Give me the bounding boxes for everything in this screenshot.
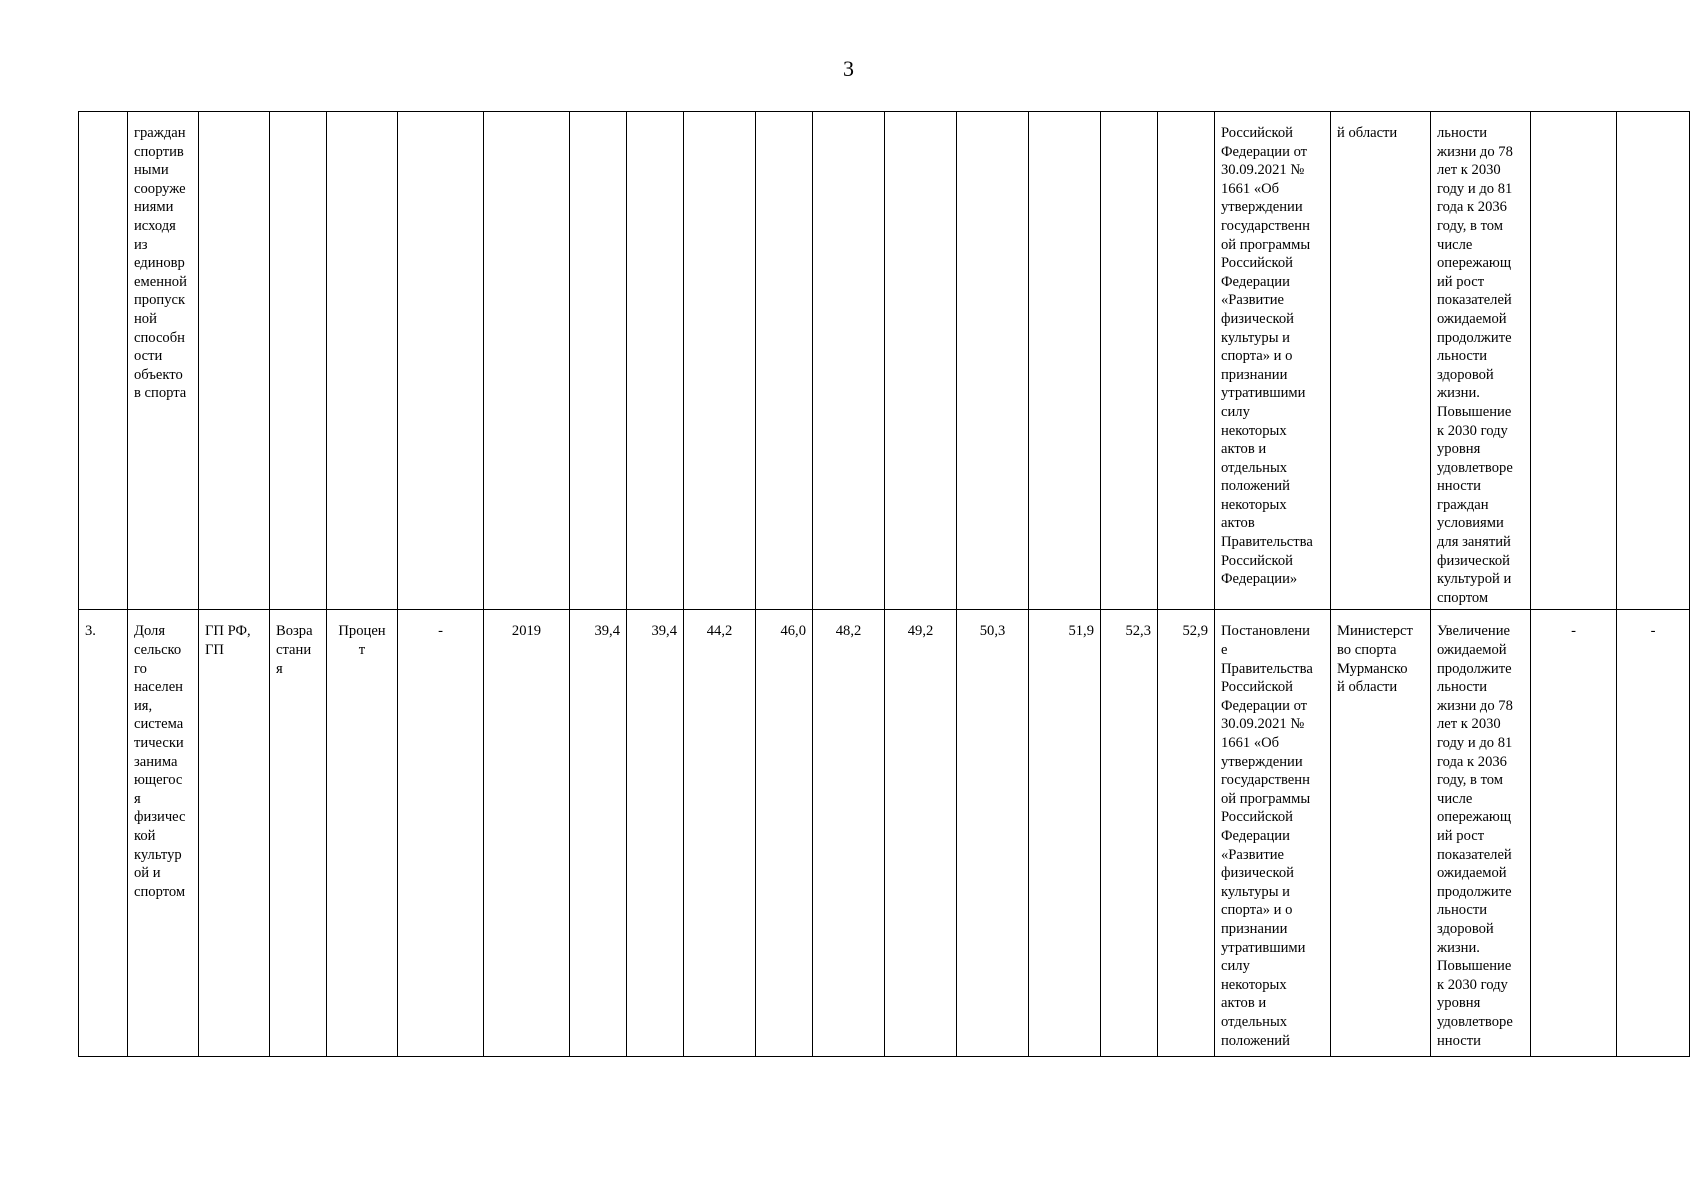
page-number: 3 [843,56,854,81]
value-cell [684,112,756,610]
base-year: 2019 [484,610,570,1057]
value-cell: 50,3 [957,610,1029,1057]
linked-goal: Увеличение ожидаемой продолжите льности жизни до 78 лет к 2030 году и до 81 года к 2036 году, в том числе опережающ ий рост показателей ожидаемой продолжите льности здоровой жизни. Повышение к 2030 году уровня удовлетворе нности [1431,610,1531,1057]
extra-cell: - [1617,610,1690,1057]
extra-cell: - [1531,610,1617,1057]
indicators-table [78,111,1690,1057]
value-cell [1101,112,1158,610]
row-number [79,112,128,610]
value-cell: 44,2 [684,610,756,1057]
value-cell: 39,4 [627,610,684,1057]
extra-cell [1617,112,1690,610]
table-row [79,610,1690,1057]
value-cell: 52,9 [1158,610,1215,1057]
table-row [79,112,1690,610]
value-cell [885,112,957,610]
value-cell: 46,0 [756,610,813,1057]
row-number: 3. [79,610,128,1057]
indicator-name: Доля сельско го населен ия, система тически занима ющегос я физичес кой культур ой и спортом [128,610,199,1057]
legal-document: Российской Федерации от 30.09.2021 № 1661 «Об утверждении государственн ой программы Российской Федерации «Развитие физической культуры и спорта» и о признании утратившими силу некоторых актов и отдельных положений некоторых актов Правительства Российской Федерации» [1215,112,1331,610]
unit [327,112,398,610]
base-value [398,112,484,610]
linked-goal: льности жизни до 78 лет к 2030 году и до 81 года к 2036 году, в том числе опережающ ий рост показателей ожидаемой продолжите льности здоровой жизни. Повышение к 2030 году уровня удовлетворе нности граждан условиями для занятий физической культурой и спортом [1431,112,1531,610]
value-cell: 49,2 [885,610,957,1057]
indicator-trend: Возра стани я [270,610,327,1057]
indicator-level: ГП РФ, ГП [199,610,270,1057]
extra-cell [1531,112,1617,610]
responsible-body: й области [1331,112,1431,610]
value-cell [1158,112,1215,610]
value-cell [813,112,885,610]
value-cell [957,112,1029,610]
value-cell [627,112,684,610]
value-cell: 51,9 [1029,610,1101,1057]
base-value: - [398,610,484,1057]
legal-document: Постановлени е Правительства Российской Федерации от 30.09.2021 № 1661 «Об утверждении государственн ой программы Российской Федерации «Развитие физической культуры и спорта» и о признании утратившими силу некоторых актов и отдельных положений [1215,610,1331,1057]
responsible-body: Министерст во спорта Мурманско й области [1331,610,1431,1057]
indicator-level [199,112,270,610]
value-cell: 52,3 [1101,610,1158,1057]
value-cell [756,112,813,610]
value-cell: 39,4 [570,610,627,1057]
value-cell [1029,112,1101,610]
value-cell [570,112,627,610]
value-cell: 48,2 [813,610,885,1057]
indicator-trend [270,112,327,610]
indicator-name: граждан спортив ными сооруже ниями исходя из единовр еменной пропуск ной способн ости объекто в спорта [128,112,199,610]
unit: Процен т [327,610,398,1057]
base-year [484,112,570,610]
